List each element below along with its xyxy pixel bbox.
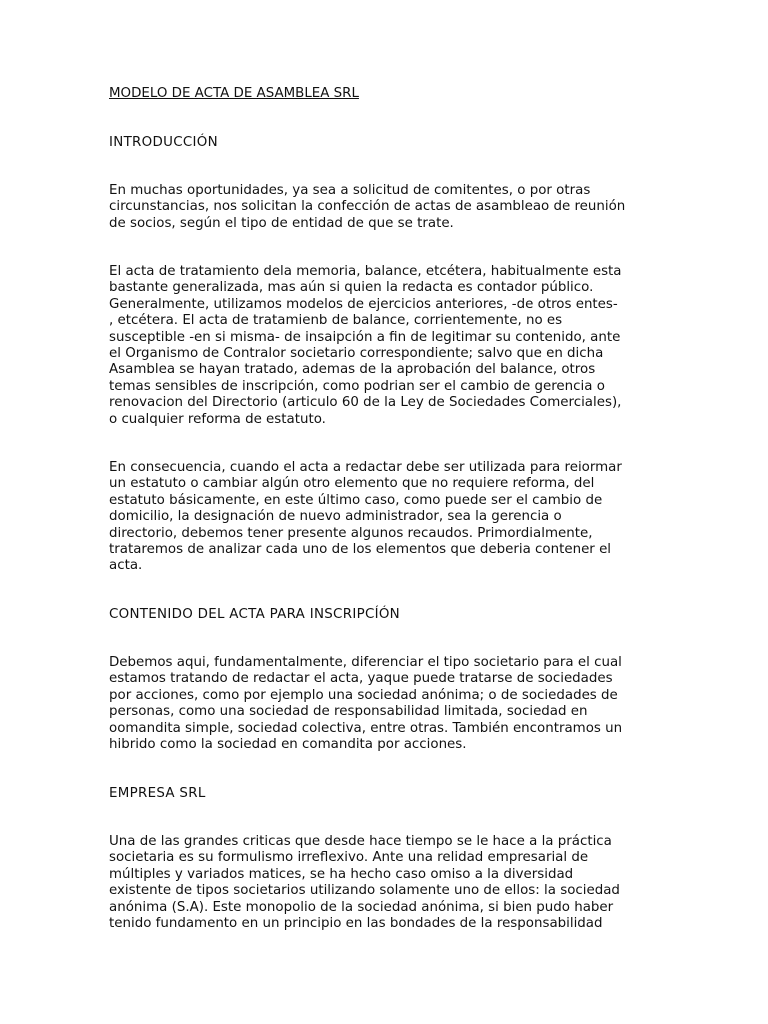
paragraph-acta-tratamiento: El acta de tratamiento dela memoria, balance, etcétera, habitualmente esta bastante generalizada, mas aún si quien la redacta es contador público. Generalmente, utilizamos modelos de ejercicios anteriores, -de otros entes- , etcétera. El acta de tratamienb de balance, corrientemente, no es susceptible -en si misma- de insaipción a fin de legitimar su contenido, ante el Organismo de Contralor societario correspondiente; salvo que en dicha Asamblea se hayan tratado, ademas de la aprobación del balance, otros temas sensibles de inscripción, como podrian ser el cambio de gerencia o renovacion del Directorio (articulo 60 de la Ley de Sociedades Comerciales), o cualquier reforma de estatuto. (109, 264, 622, 427)
heading-empresa-srl: EMPRESA SRL (109, 786, 206, 801)
paragraph-tipo-societario: Debemos aqui, fundamentalmente, diferenciar el tipo societario para el cual estamos tratando de redactar el acta, yaque puede tratarse de sociedades por acciones, como por ejemplo una sociedad anónima; o de sociedades de personas, como una sociedad de responsabilidad limitada, sociedad en oomandita simple, sociedad colectiva, entre otras. También encontramos un hibrido como la sociedad en comandita por acciones. (109, 655, 623, 753)
heading-contenido-acta: CONTENIDO DEL ACTA PARA INSCRIPCÍÓN (109, 607, 400, 622)
heading-introduccion: INTRODUCCIÓN (109, 135, 218, 150)
paragraph-criticas: Una de las grandes criticas que desde hace tiempo se le hace a la práctica societaria es su formulismo irreflexivo. Ante una relidad empresarial de múltiples y variados matices, se ha hecho caso omiso a la diversidad existente de tipos societarios utilizando solamente uno de ellos: la sociedad anónima (S.A). Este monopolio de la sociedad anónima, si bien pudo haber tenido fundamento en un principio en las bondades de la responsabilidad (109, 834, 620, 932)
paragraph-consecuencia: En consecuencia, cuando el acta a redactar debe ser utilizada para reiormar un estatuto o cambiar algún otro elemento que no requiere reforma, del estatuto básicamente, en este último caso, como puede ser el cambio de domicilio, la designación de nuevo administrador, sea la gerencia o directorio, debemos tener presente algunos recaudos. Primordialmente, trataremos de analizar cada uno de los elementos que deberia contener el acta. (109, 460, 622, 574)
document-title: MODELO DE ACTA DE ASAMBLEA SRL (109, 86, 359, 101)
paragraph-intro: En muchas oportunidades, ya sea a solicitud de comitentes, o por otras circunstancias, nos solicitan la confección de actas de asambleao de reunión de socios, según el tipo de entidad de que se trate. (109, 183, 626, 231)
